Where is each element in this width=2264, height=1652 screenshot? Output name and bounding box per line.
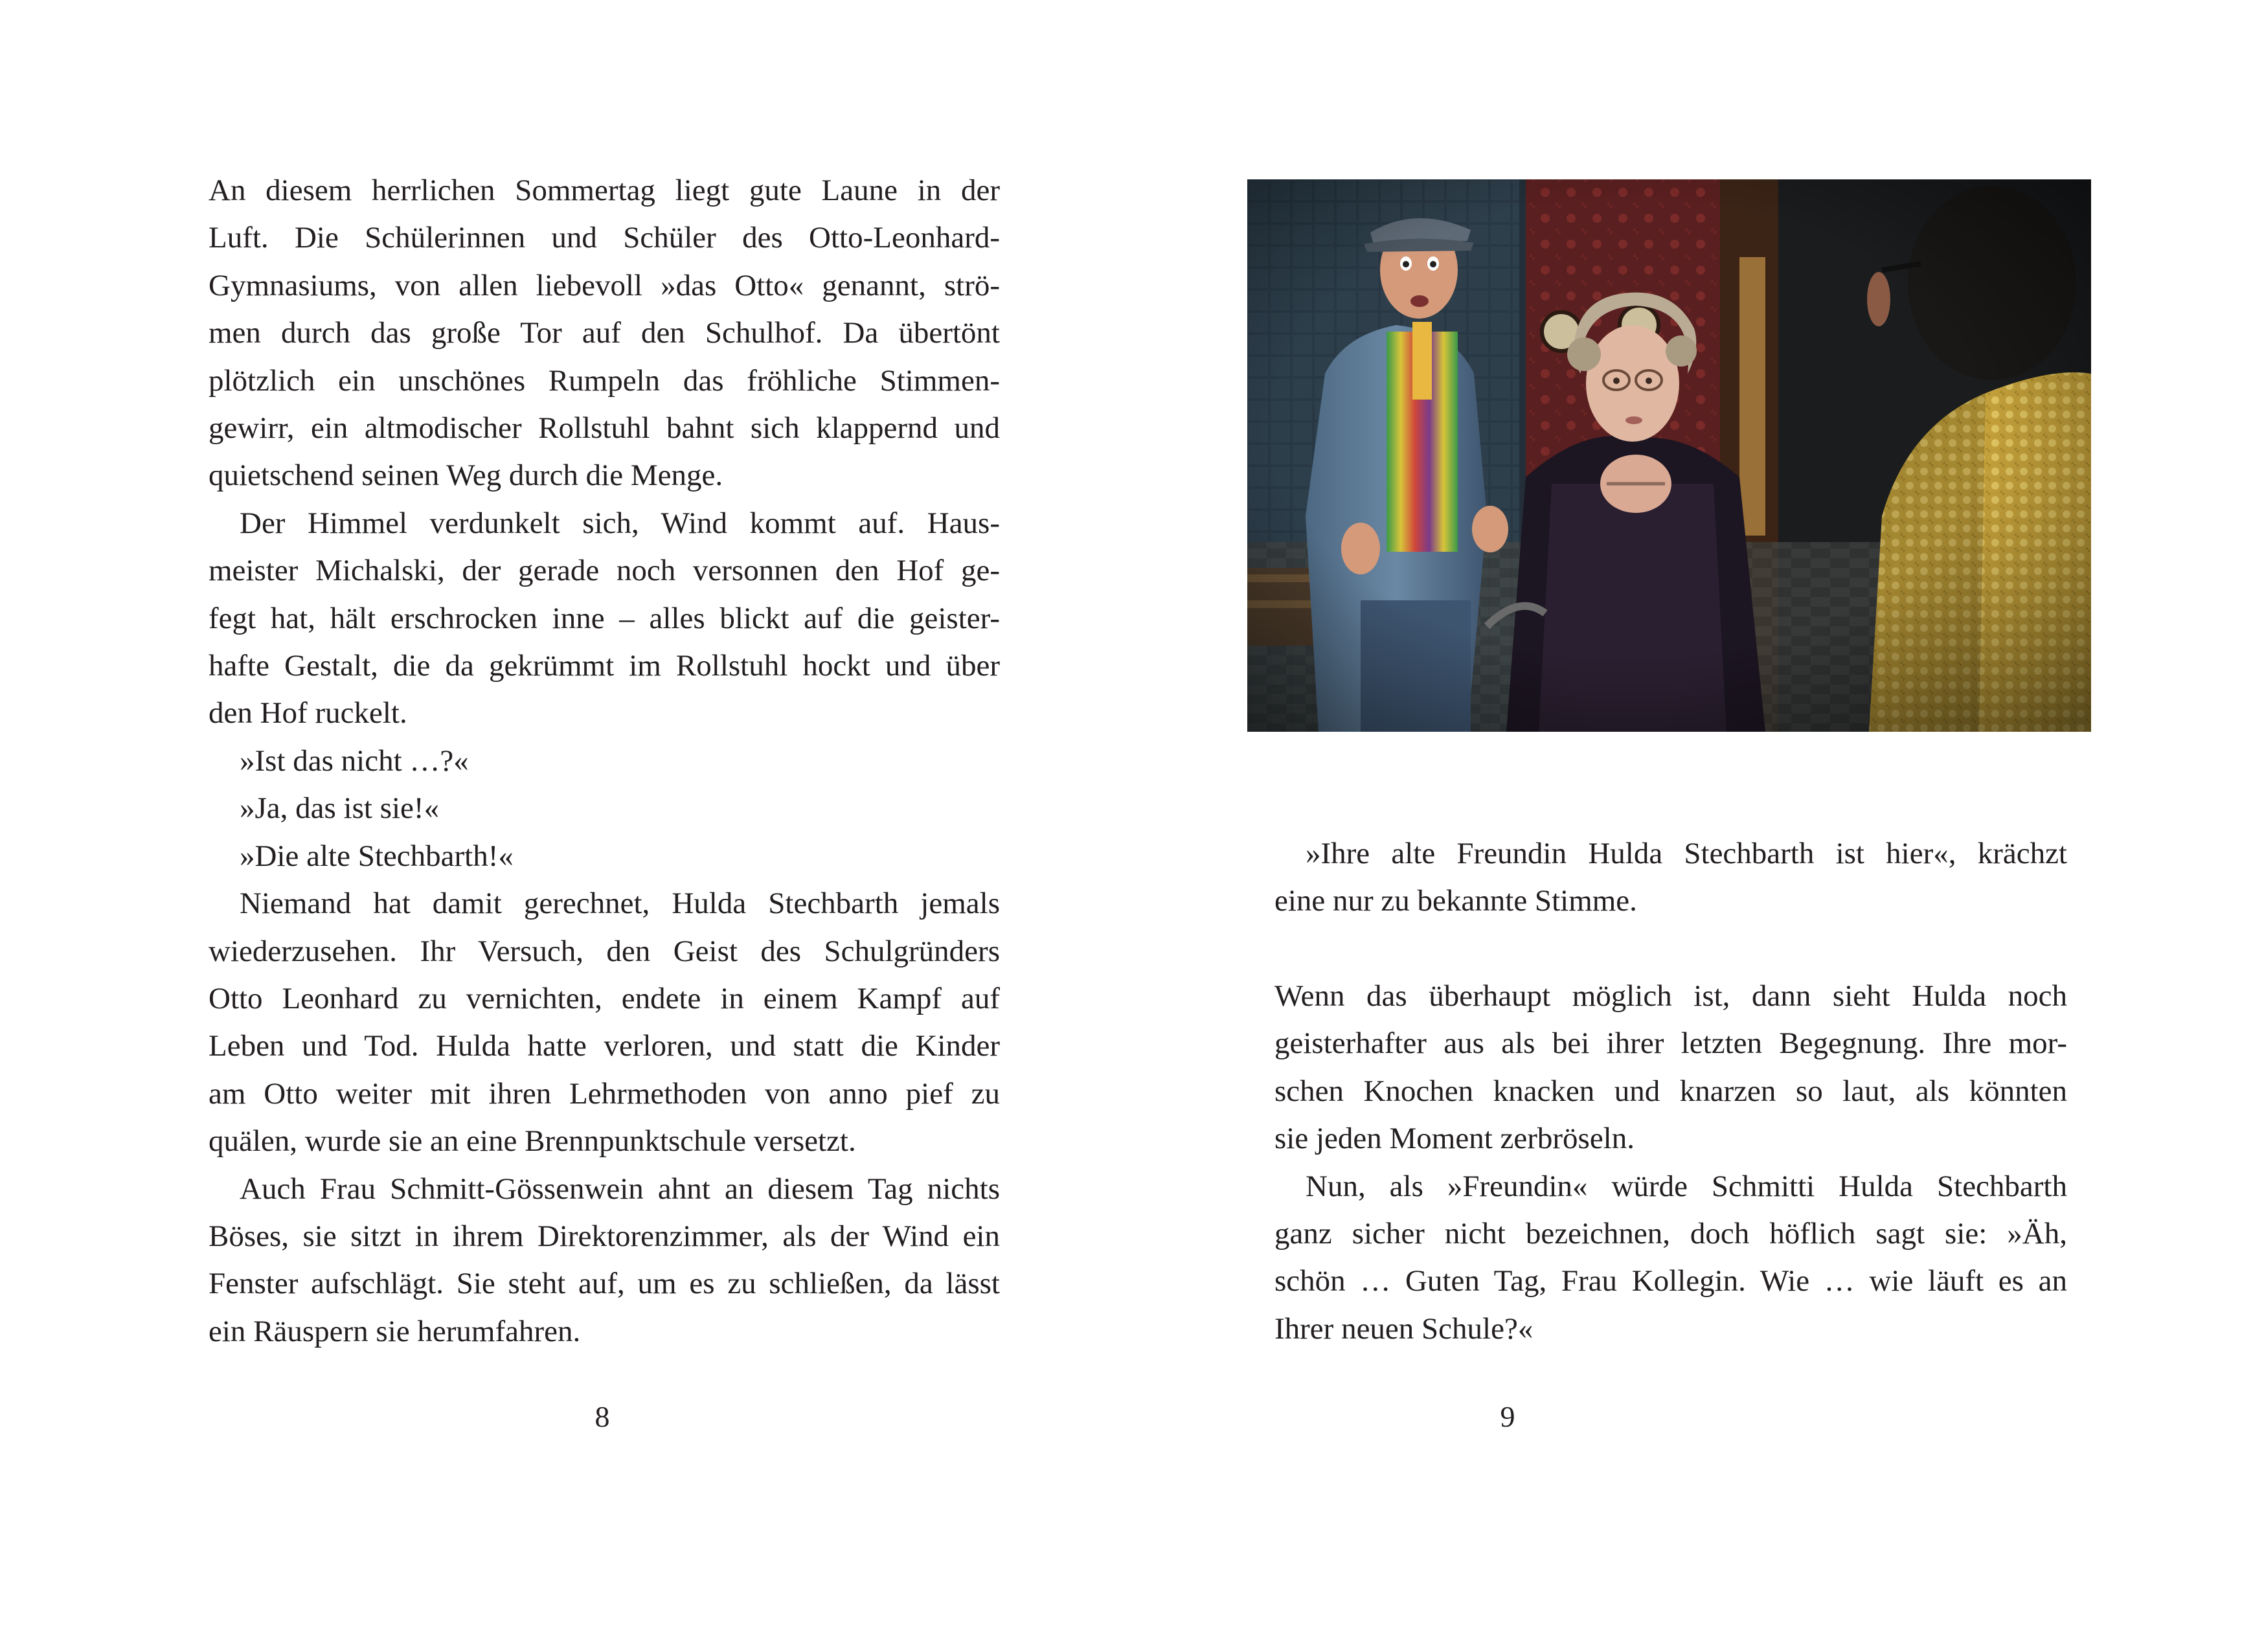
page-number-left: 8 <box>594 1400 610 1433</box>
left-text-line: Auch Frau Schmitt-Gössenwein ahnt an diesem Tag nichts <box>240 1171 1000 1206</box>
right-text-intro-line: »Ihre alte Freundin Hulda Stechbarth ist hier«, krächzt <box>1306 837 2067 870</box>
left-text-line: Fenster aufschlägt. Sie steht auf, um es zu schließen, da lässt <box>209 1267 1000 1301</box>
left-text-line: Otto Leonhard zu vernichten, endete in einem Kampf auf <box>209 981 1000 1015</box>
left-text-line: quälen, wurde sie an eine Brennpunktschule versetzt. <box>209 1124 856 1159</box>
left-text-line: hafte Gestalt, die da gekrümmt im Rollstuhl hockt und über <box>209 649 1000 683</box>
left-text-line: Gymnasiums, von allen liebevoll »das Otto« genannt, strö- <box>209 268 1000 302</box>
left-text-line: Böses, sie sitzt in ihrem Direktorenzimmer, als der Wind ein <box>209 1219 1000 1253</box>
right-page-text-main <box>1274 973 2067 1353</box>
left-text-line: »Ist das nicht …?« <box>240 743 469 778</box>
left-text-line: quietschend seinen Weg durch die Menge. <box>209 458 723 493</box>
left-text-line: men durch das große Tor auf den Schulhof. Da übertönt <box>209 316 1000 350</box>
left-text-line: »Ja, das ist sie!« <box>240 791 440 826</box>
left-text-line: Leben und Tod. Hulda hatte verloren, und statt die Kinder <box>209 1029 1000 1063</box>
scene-photo <box>1247 179 2091 732</box>
right-text-intro-line: eine nur zu bekannte Stimme. <box>1274 884 1637 918</box>
left-page-text <box>209 167 1000 1355</box>
right-text-main-line: schön … Guten Tag, Frau Kollegin. Wie … wie läuft es an <box>1274 1264 2067 1298</box>
photo-vignette <box>1247 179 2091 732</box>
right-text-main-line: sie jeden Moment zerbröseln. <box>1274 1122 1635 1156</box>
right-text-main-line: Wenn das überhaupt möglich ist, dann sieht Hulda noch <box>1274 979 2067 1013</box>
left-text-line: ein Räuspern sie herumfahren. <box>209 1314 581 1348</box>
left-text-line: fegt hat, hält erschrocken inne – alles blickt auf die geister- <box>209 601 1000 635</box>
left-text-line: den Hof ruckelt. <box>209 696 407 730</box>
right-text-main-line: Nun, als »Freundin« würde Schmitti Hulda Stechbarth <box>1306 1169 2067 1203</box>
left-text-line: wiederzusehen. Ihr Versuch, den Geist des Schulgründers <box>209 934 1000 968</box>
left-text-line: meister Michalski, der gerade noch versonnen den Hof ge- <box>209 554 1000 588</box>
right-text-main-line: ganz sicher nicht bezeichnen, doch höflich sagt sie: »Äh, <box>1274 1217 2067 1251</box>
right-page-text-intro <box>1274 830 2067 925</box>
right-text-main-line: Ihrer neuen Schule?« <box>1274 1311 1534 1346</box>
page-number-right: 9 <box>1500 1400 1515 1433</box>
left-text-line: Der Himmel verdunkelt sich, Wind kommt auf. Haus- <box>240 506 1000 540</box>
left-text-line: plötzlich ein unschönes Rumpeln das fröhliche Stimmen- <box>209 363 1000 398</box>
left-text-line: »Die alte Stechbarth!« <box>240 839 514 873</box>
left-text-line: Niemand hat damit gerechnet, Hulda Stechbarth jemals <box>240 887 1000 921</box>
left-text-line: An diesem herrlichen Sommertag liegt gute Laune in der <box>209 174 1000 207</box>
left-text-line: gewirr, ein altmodischer Rollstuhl bahnt sich klappernd und <box>209 411 1000 446</box>
left-text-line: am Otto weiter mit ihren Lehrmethoden von anno pief zu <box>209 1076 1000 1111</box>
left-text-line: Luft. Die Schülerinnen und Schüler des Otto-Leonhard- <box>209 221 1000 255</box>
right-text-main-line: schen Knochen knacken und knarzen so laut, als könnten <box>1274 1074 2067 1108</box>
right-page <box>1132 0 2264 1652</box>
right-text-main-line: geisterhafter aus als bei ihrer letzten Begegnung. Ihre mor- <box>1274 1026 2067 1061</box>
